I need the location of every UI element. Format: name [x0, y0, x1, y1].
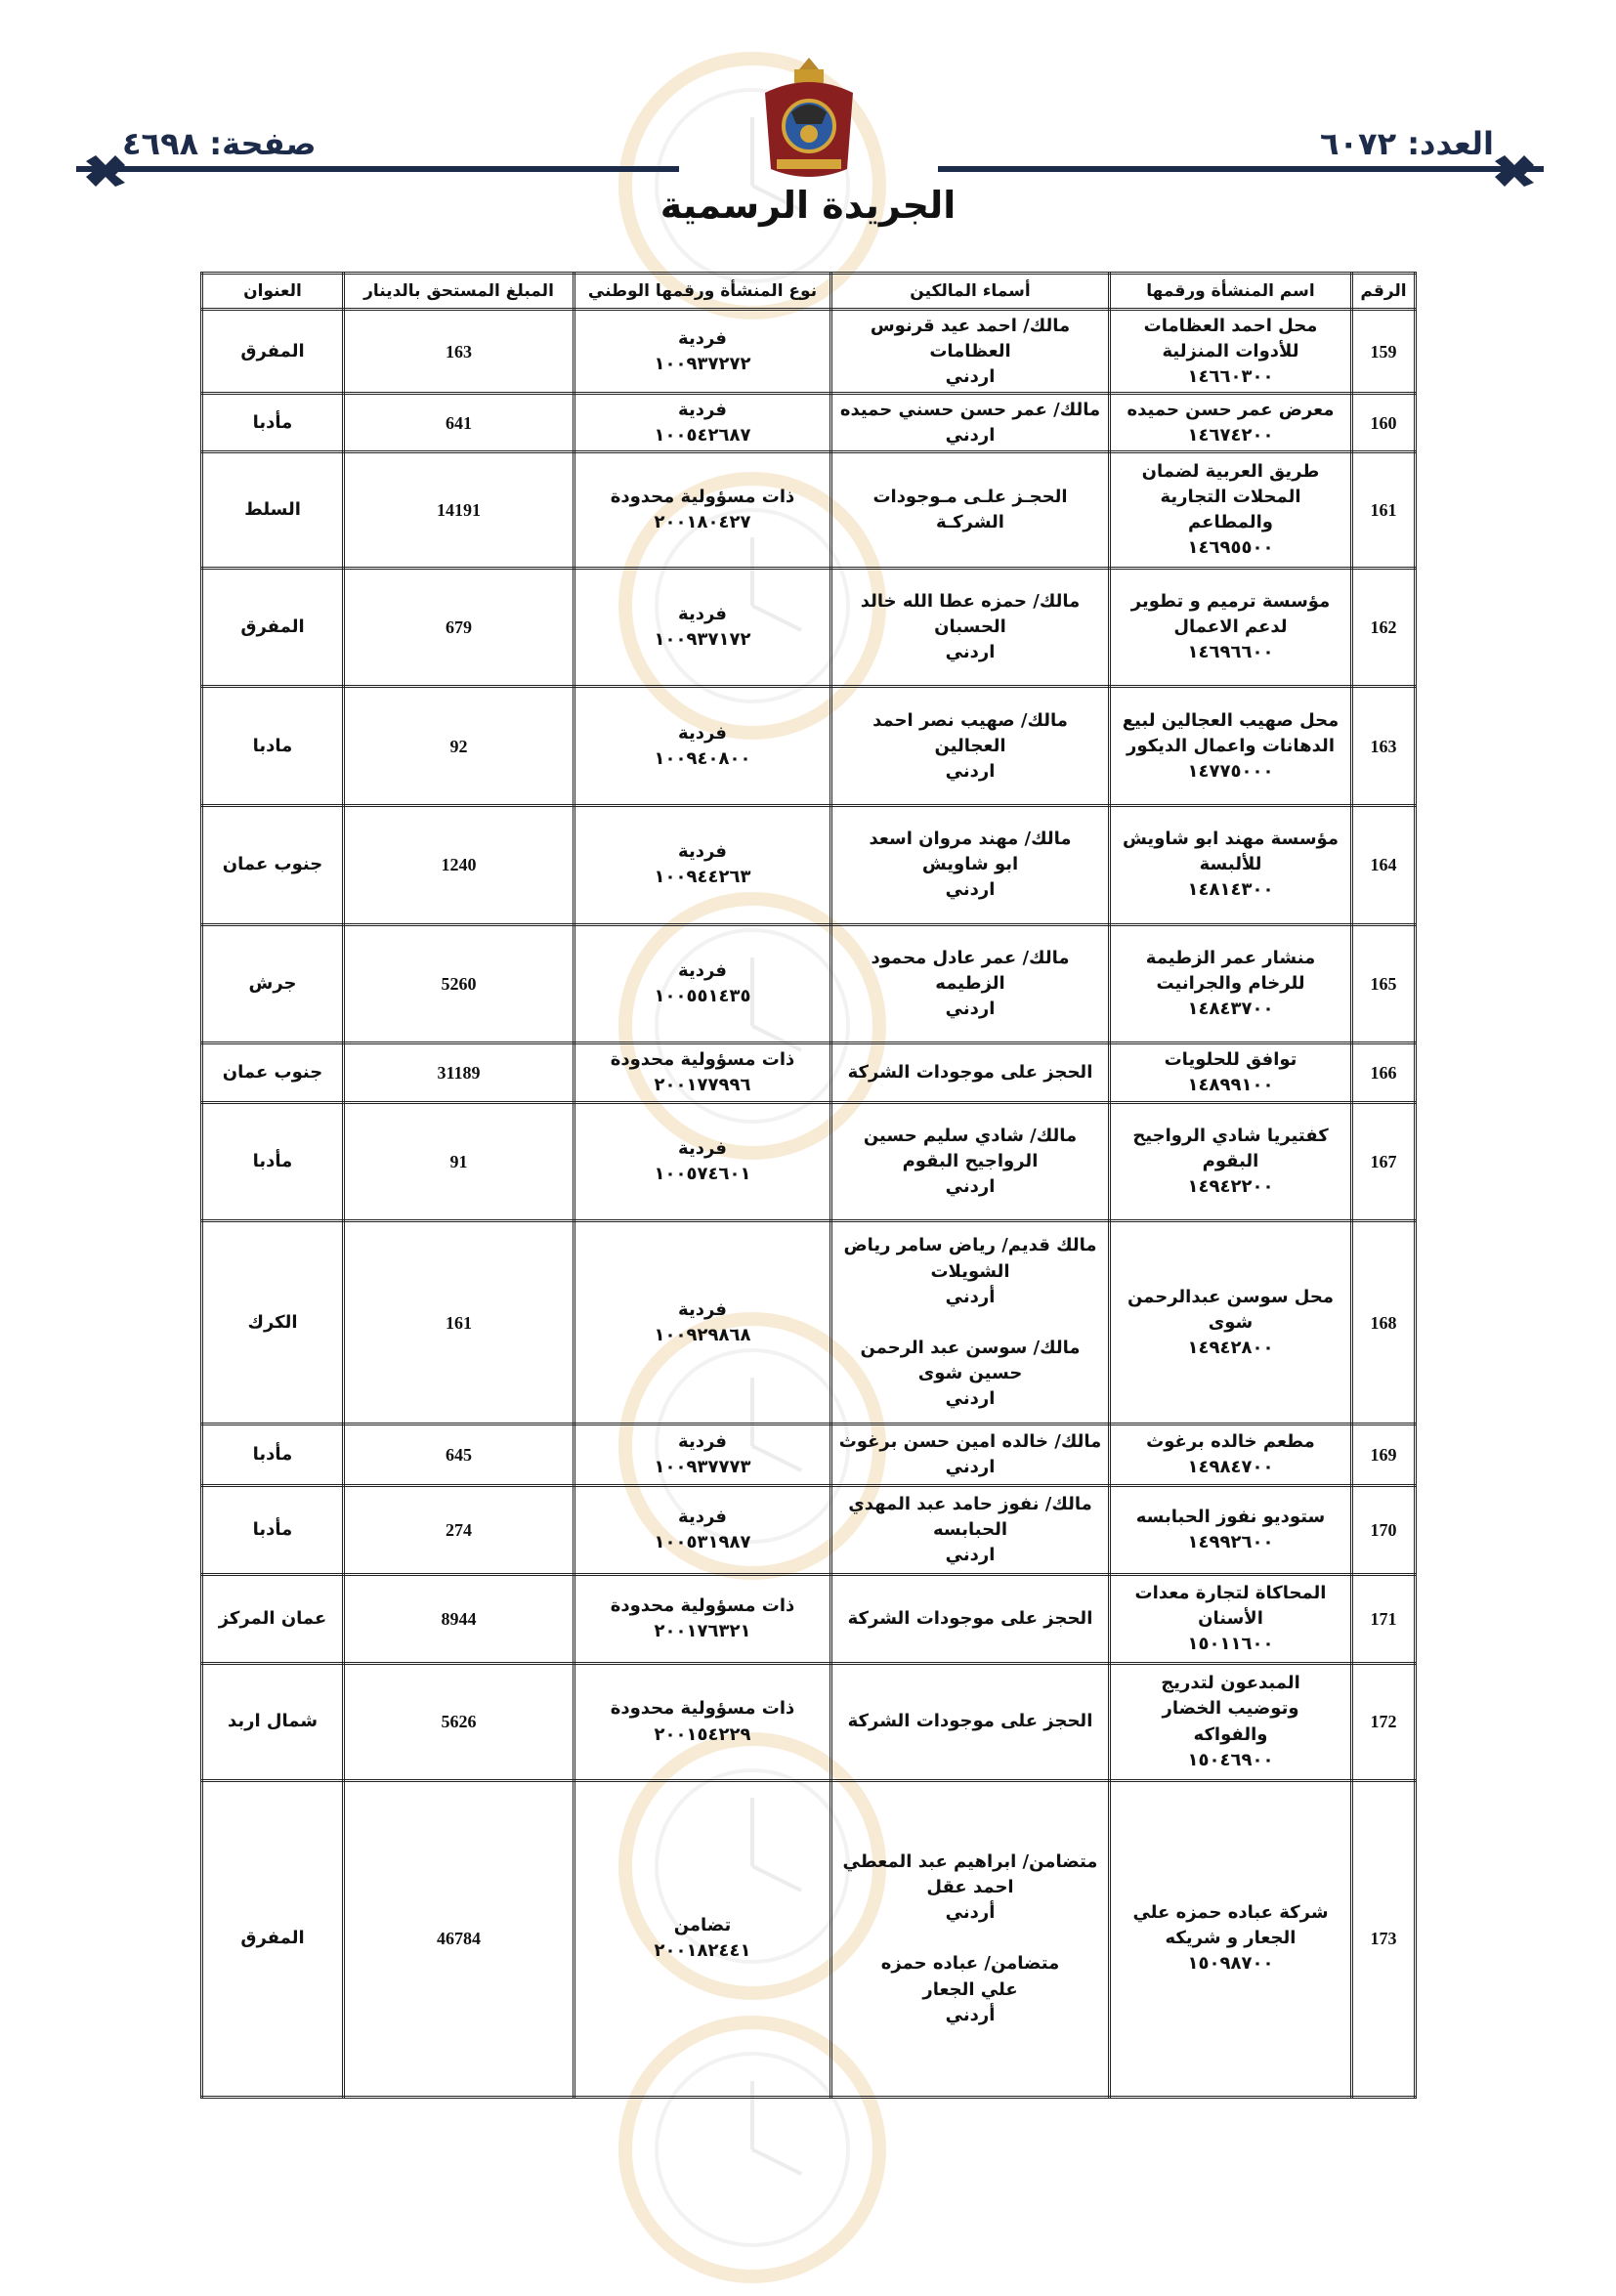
column-header-amount: المبلغ المستحق بالدينار — [344, 274, 574, 310]
owner-names: مالك/ شادي سليم حسين الرواجيح البقوم اردني — [831, 1102, 1110, 1221]
row-number: 159 — [1352, 310, 1416, 394]
amount-due: 5260 — [344, 924, 574, 1043]
header-rule-left — [132, 166, 679, 172]
establishment-type: فردية ١٠٠٥٤٢٦٨٧ — [574, 394, 831, 452]
table-row — [202, 687, 1416, 806]
amount-due: 92 — [344, 687, 574, 806]
establishment-name: مطعم خالده برغوث ١٤٩٨٤٧٠٠ — [1110, 1424, 1352, 1486]
owner-names: مالك/ عمر عادل محمود الزطيمه اردني — [831, 924, 1110, 1043]
row-number: 168 — [1352, 1221, 1416, 1424]
amount-due: 163 — [344, 310, 574, 394]
row-number: 171 — [1352, 1575, 1416, 1664]
ornament-knot-icon — [1485, 151, 1544, 187]
row-number: 164 — [1352, 805, 1416, 924]
establishment-type: فردية ١٠٠٩٣٧١٧٢ — [574, 568, 831, 687]
amount-due: 31189 — [344, 1043, 574, 1103]
amount-due: 1240 — [344, 805, 574, 924]
owner-names: مالك/ صهيب نصر احمد العجالين اردني — [831, 687, 1110, 806]
establishment-name: منشار عمر الزطيمة للرخام والجرانيت ١٤٨٤٣٧٠٠ — [1110, 924, 1352, 1043]
amount-due: 679 — [344, 568, 574, 687]
establishment-name: مؤسسة ترميم و تطوير لدعم الاعمال ١٤٦٩٦٦٠٠ — [1110, 568, 1352, 687]
table-row — [202, 924, 1416, 1043]
owner-names: مالك/ نفوز حامد عبد المهدي الحبابسه اردني — [831, 1485, 1110, 1574]
address: جرش — [202, 924, 344, 1043]
address: المفرق — [202, 1780, 344, 2097]
establishment-name: كفتيريا شادي الرواجيح البقوم ١٤٩٤٢٢٠٠ — [1110, 1102, 1352, 1221]
owner-names: الحجز على موجودات الشركة — [831, 1664, 1110, 1781]
establishment-name: المحاكاة لتجارة معدات الأسنان ١٥٠١١٦٠٠ — [1110, 1575, 1352, 1664]
establishment-name: شركة عباده حمزه علي الجعار و شريكه ١٥٠٩٨٧٠٠ — [1110, 1780, 1352, 2097]
amount-due: 91 — [344, 1102, 574, 1221]
table-row — [202, 1664, 1416, 1781]
page-header — [0, 0, 1616, 244]
owner-names: الحجـز علـى مـوجودات الشركـة — [831, 452, 1110, 569]
column-header-number: الرقم — [1352, 274, 1416, 310]
table-row — [202, 1424, 1416, 1486]
establishment-type: فردية ١٠٠٩٤٤٢٦٣ — [574, 805, 831, 924]
address: مأدبا — [202, 1102, 344, 1221]
coat-of-arms-icon — [757, 54, 861, 183]
page-title: الجريدة الرسمية — [659, 184, 957, 227]
establishment-type: فردية ١٠٠٥٥١٤٣٥ — [574, 924, 831, 1043]
row-number: 163 — [1352, 687, 1416, 806]
row-number: 162 — [1352, 568, 1416, 687]
table-row — [202, 394, 1416, 452]
owner-names: مالك/ خالده امين حسن برغوث اردني — [831, 1424, 1110, 1486]
amount-due: 5626 — [344, 1664, 574, 1781]
owner-names: مالك قديم/ رياض سامر رياض الشويلات أردني مالك/ سوسن عبد الرحمن حسين شوى اردني — [831, 1221, 1110, 1424]
establishment-name: طريق العربية لضمان المحلات التجارية والمطاعم ١٤٦٩٥٥٠٠ — [1110, 452, 1352, 569]
address: عمان المركز — [202, 1575, 344, 1664]
row-number: 160 — [1352, 394, 1416, 452]
issue-number: العدد: ٦٠٧٢ — [1319, 125, 1494, 162]
table-row — [202, 1221, 1416, 1424]
establishment-type: فردية ١٠٠٩٢٩٨٦٨ — [574, 1221, 831, 1424]
establishment-name: ستوديو نفوز الحبابسه ١٤٩٩٢٦٠٠ — [1110, 1485, 1352, 1574]
column-header-establishment: اسم المنشأة ورقمها — [1110, 274, 1352, 310]
column-header-address: العنوان — [202, 274, 344, 310]
address: جنوب عمان — [202, 1043, 344, 1103]
owner-names: مالك/ حمزه عطا الله خالد الحسبان اردني — [831, 568, 1110, 687]
establishment-type: فردية ١٠٠٩٤٠٨٠٠ — [574, 687, 831, 806]
establishment-type: ذات مسؤولية محدودة ٢٠٠١٧٦٣٢١ — [574, 1575, 831, 1664]
header-rule-right — [938, 166, 1485, 172]
amount-due: 641 — [344, 394, 574, 452]
table-row — [202, 1102, 1416, 1221]
row-number: 169 — [1352, 1424, 1416, 1486]
row-number: 172 — [1352, 1664, 1416, 1781]
page-number: صفحة: ٤٦٩٨ — [122, 125, 317, 162]
row-number: 161 — [1352, 452, 1416, 569]
address: جنوب عمان — [202, 805, 344, 924]
establishment-name: المبدعون لتدريج وتوضيب الخضار والفواكه ١٥٠٤٦٩٠٠ — [1110, 1664, 1352, 1781]
establishment-type: تضامن ٢٠٠١٨٢٤٤١ — [574, 1780, 831, 2097]
owner-names: متضامن/ ابراهيم عبد المعطي احمد عقل أردني متضامن/ عباده حمزه علي الجعار أردني — [831, 1780, 1110, 2097]
owner-names: مالك/ عمر حسن حسني حميده اردني — [831, 394, 1110, 452]
address: شمال اربد — [202, 1664, 344, 1781]
owner-names: مالك/ احمد عيد قرنوس العظامات اردني — [831, 310, 1110, 394]
row-number: 170 — [1352, 1485, 1416, 1574]
establishment-type: فردية ١٠٠٩٣٧٢٧٢ — [574, 310, 831, 394]
ornament-knot-icon — [76, 151, 135, 187]
amount-due: 8944 — [344, 1575, 574, 1664]
table-row — [202, 310, 1416, 394]
amount-due: 161 — [344, 1221, 574, 1424]
amount-due: 46784 — [344, 1780, 574, 2097]
establishment-name: توافق للحلويات ١٤٨٩٩١٠٠ — [1110, 1043, 1352, 1103]
address: المفرق — [202, 310, 344, 394]
column-header-owners: أسماء المالكين — [831, 274, 1110, 310]
establishment-name: محل سوسن عبدالرحمن شوى ١٤٩٤٢٨٠٠ — [1110, 1221, 1352, 1424]
establishment-type: فردية ١٠٠٩٣٧٧٧٣ — [574, 1424, 831, 1486]
owner-names: الحجز على موجودات الشركة — [831, 1575, 1110, 1664]
owner-names: مالك/ مهند مروان اسعد ابو شاويش اردني — [831, 805, 1110, 924]
column-header-type: نوع المنشأة ورقمها الوطني — [574, 274, 831, 310]
row-number: 167 — [1352, 1102, 1416, 1221]
establishment-type: ذات مسؤولية محدودة ٢٠٠١٥٤٢٢٩ — [574, 1664, 831, 1781]
establishment-name: محل احمد العظامات للأدوات المنزلية ١٤٦٦٠٣٠٠ — [1110, 310, 1352, 394]
address: مأدبا — [202, 1424, 344, 1486]
address: السلط — [202, 452, 344, 569]
row-number: 173 — [1352, 1780, 1416, 2097]
owner-names: الحجز على موجودات الشركة — [831, 1043, 1110, 1103]
establishment-name: معرض عمر حسن حميده ١٤٦٧٤٢٠٠ — [1110, 394, 1352, 452]
table-row — [202, 1780, 1416, 2097]
establishment-type: فردية ١٠٠٥٣١٩٨٧ — [574, 1485, 831, 1574]
table-row — [202, 568, 1416, 687]
address: مأدبا — [202, 1485, 344, 1574]
amount-due: 645 — [344, 1424, 574, 1486]
establishment-name: محل صهيب العجالين لبيع الدهانات واعمال الديكور ١٤٧٧٥٠٠٠ — [1110, 687, 1352, 806]
table-row — [202, 452, 1416, 569]
establishment-type: فردية ١٠٠٥٧٤٦٠١ — [574, 1102, 831, 1221]
registry-table — [200, 272, 1417, 2099]
amount-due: 14191 — [344, 452, 574, 569]
address: مأدبا — [202, 394, 344, 452]
table-row — [202, 1575, 1416, 1664]
address: مادبا — [202, 687, 344, 806]
row-number: 165 — [1352, 924, 1416, 1043]
table-row — [202, 805, 1416, 924]
address: المفرق — [202, 568, 344, 687]
table-row — [202, 1043, 1416, 1103]
address: الكرك — [202, 1221, 344, 1424]
establishment-name: مؤسسة مهند ابو شاويش للألبسة ١٤٨١٤٣٠٠ — [1110, 805, 1352, 924]
establishment-type: ذات مسؤولية محدودة ٢٠٠١٧٧٩٩٦ — [574, 1043, 831, 1103]
amount-due: 274 — [344, 1485, 574, 1574]
row-number: 166 — [1352, 1043, 1416, 1103]
table-header-row — [202, 274, 1416, 310]
establishment-type: ذات مسؤولية محدودة ٢٠٠١٨٠٤٢٧ — [574, 452, 831, 569]
table-row — [202, 1485, 1416, 1574]
